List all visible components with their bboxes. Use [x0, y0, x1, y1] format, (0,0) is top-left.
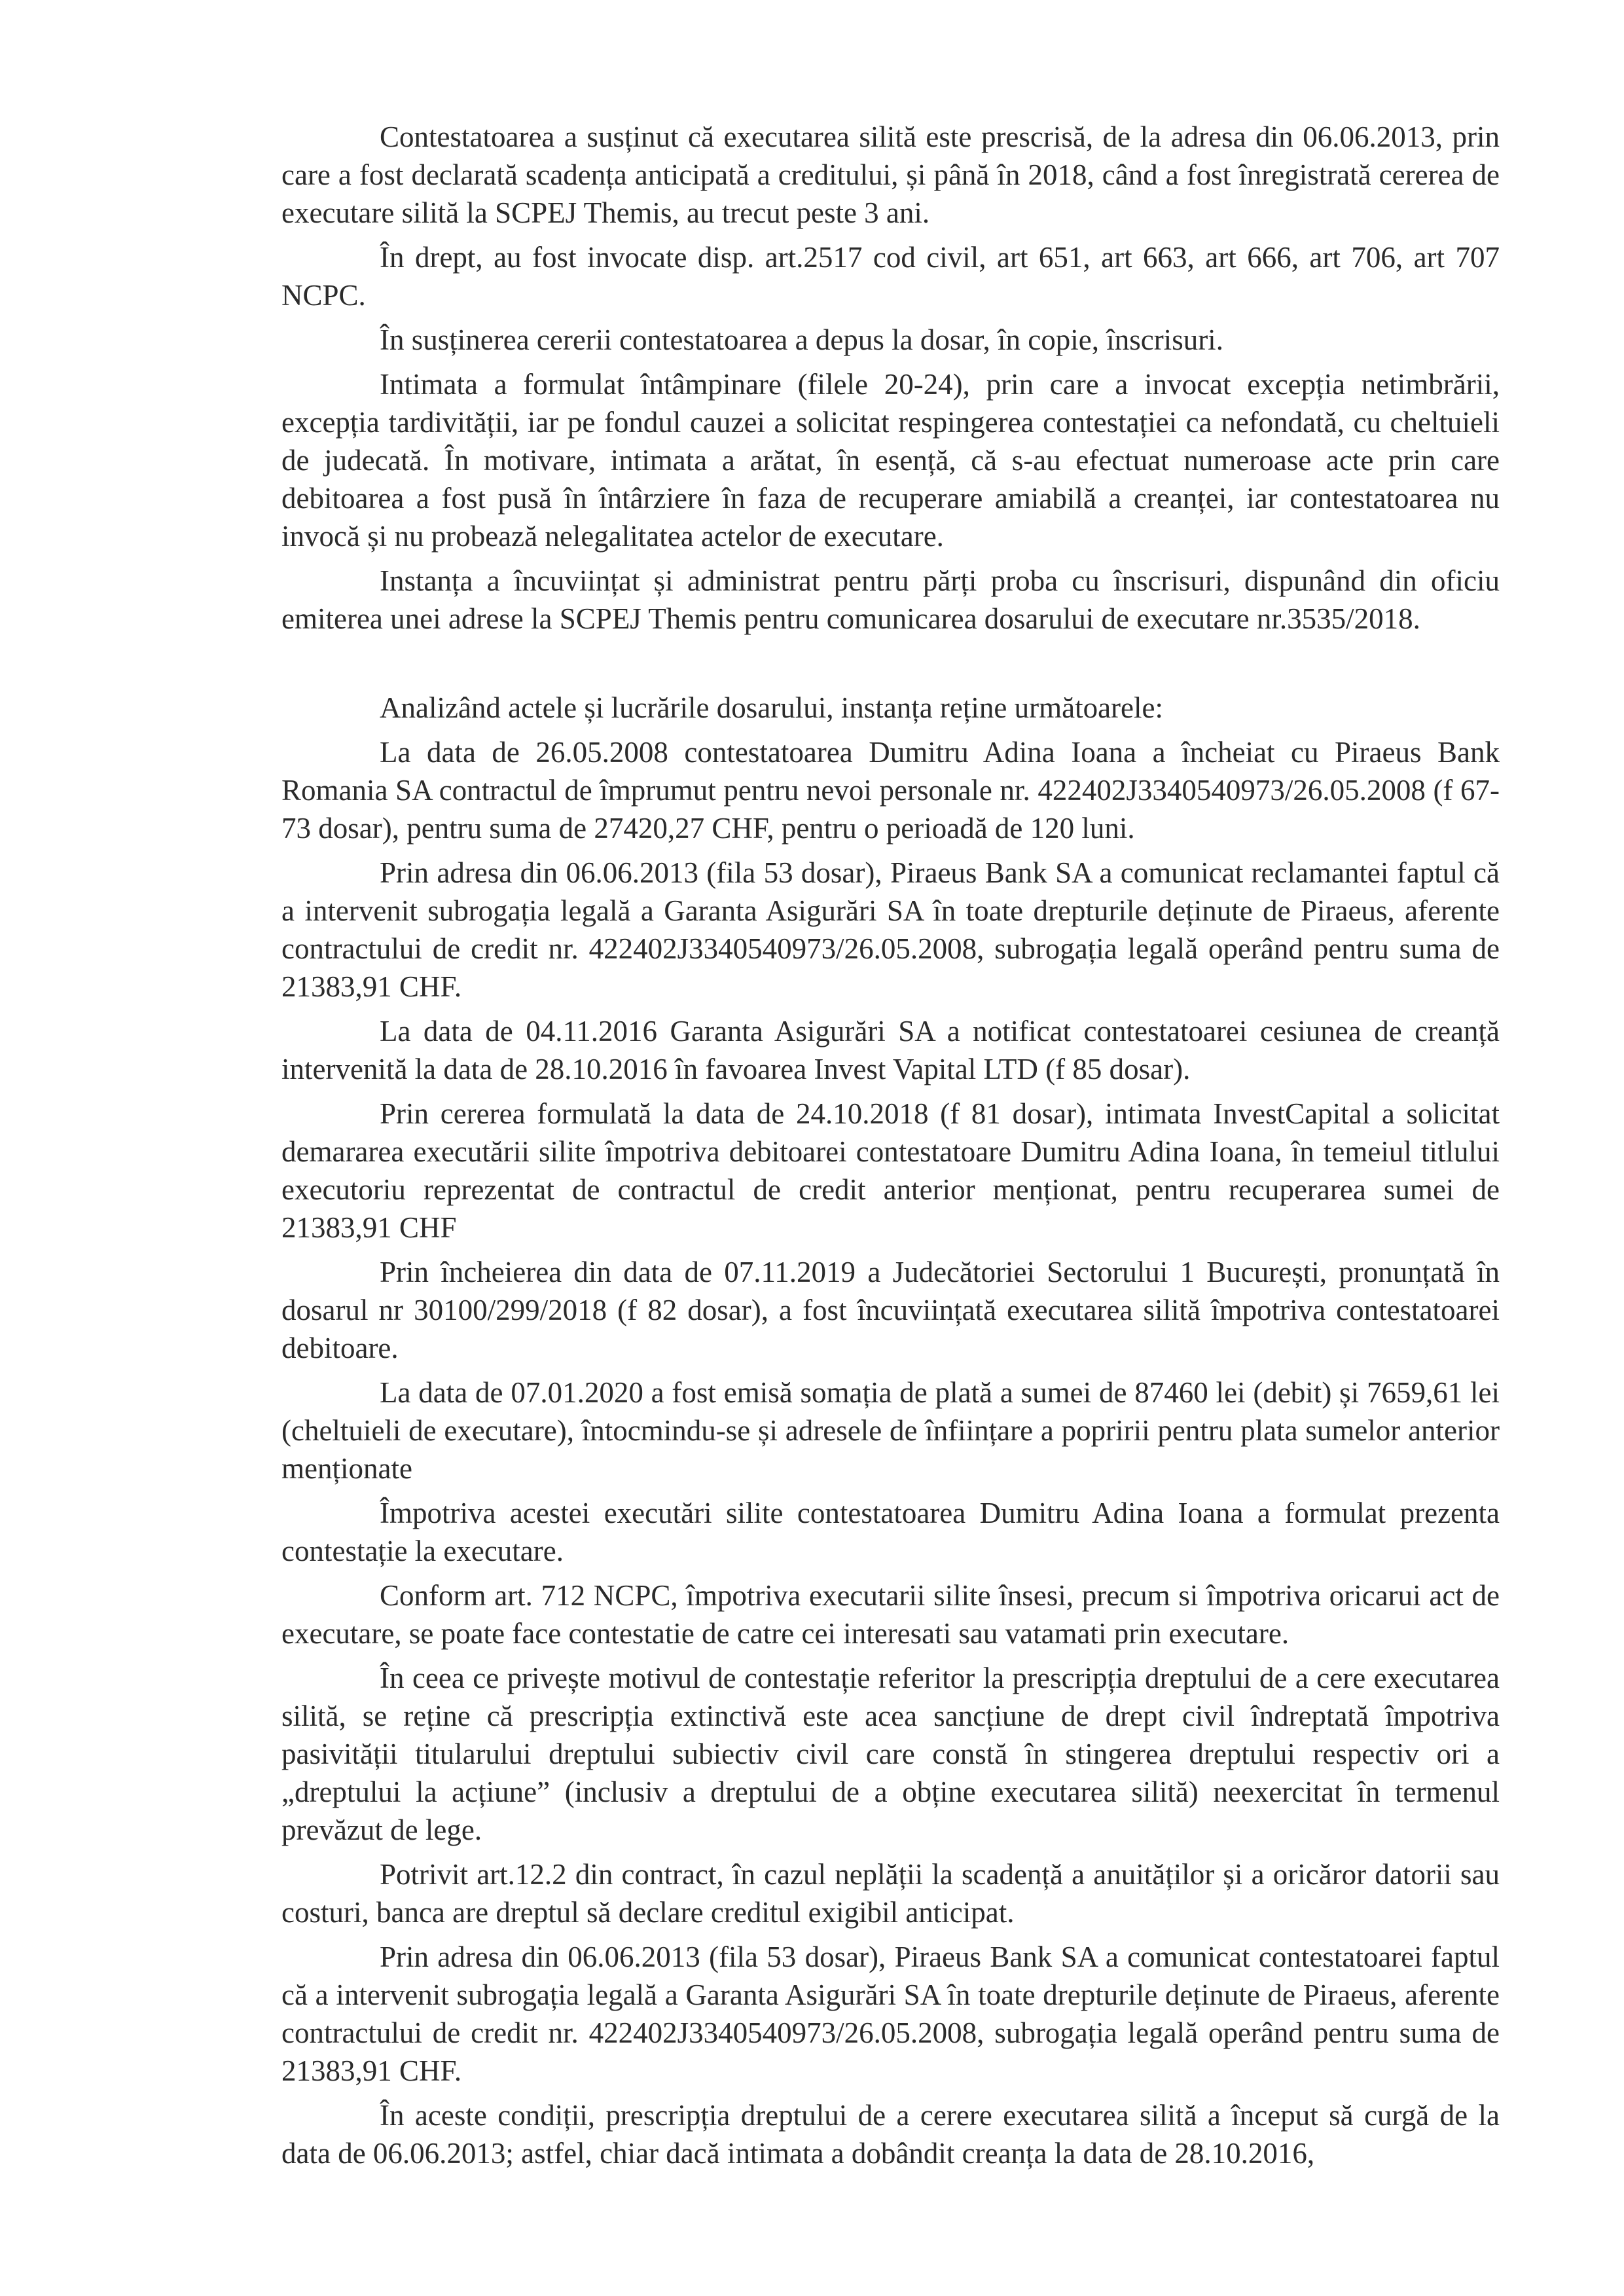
paragraph-legal-basis: În drept, au fost invocate disp. art.2517 cod civil, art 651, art 663, art 666, art 706, art 707 NCPC.	[281, 241, 1500, 312]
paragraph-assignment-notice: La data de 04.11.2016 Garanta Asigurări SA a notificat contestatoarei cesiunea de creanță intervenită la data de 28.10.2016 în favoarea Invest Vapital LTD (f 85 dosar).	[281, 1015, 1500, 1085]
paragraph-analysis-intro: Analizând actele și lucrările dosarului, instanța reține următoarele:	[380, 691, 1163, 724]
paragraph-documents-filed: În susținerea cererii contestatoarea a depus la dosar, în copie, înscrisuri.	[380, 323, 1223, 356]
paragraph-loan-contract: La data de 26.05.2008 contestatoarea Dumitru Adina Ioana a încheiat cu Piraeus Bank Romania SA contractul de împrumut pentru nevoi personale nr. 422402J3340540973/26.05.2008 (f 67-73 dosar), pentru suma de 27420,27 CHF, pentru o perioadă de 120 luni.	[281, 736, 1500, 845]
paragraph-court-approval: Prin încheierea din data de 07.11.2019 a Judecătoriei Sectorului 1 București, pronunțată în dosarul nr 30100/299/2018 (f 82 dosar), a fost încuviințată executarea silită împotriva contestatoarei debitoare.	[281, 1256, 1500, 1364]
paragraph-prescription-start: În aceste condiții, prescripția dreptului de a cerere executarea silită a început să curgă de la data de 06.06.2013; astfel, chiar dacă intimata a dobândit creanța la data de 28.10.2016,	[281, 2099, 1500, 2170]
paragraph-art-712: Conform art. 712 NCPC, împotriva executarii silite însesi, precum si împotriva oricarui act de executare, se poate face contestatie de catre cei interesati sau vatamati prin executare.	[281, 1579, 1500, 1650]
paragraph-contract-clause: Potrivit art.12.2 din contract, în cazul neplății la scadență a anuităților și a oricăror datorii sau costuri, banca are dreptul să declare creditul exigibil anticipat.	[281, 1858, 1500, 1929]
paragraph-statement-of-defence: Intimata a formulat întâmpinare (filele 20-24), prin care a invocat excepția netimbrării, excepția tardivității, iar pe fondul cauzei a solicitat respingerea contestației ca nefondată, cu cheltuieli de judecată. În motivare, intimata a arătat, în esență, că s-au efectuat numeroase acte prin care debitoarea a fost pusă în întârziere în faza de recuperare amiabilă a creanței, iar contestatoarea nu invocă și nu probează nelegalitatea actelor de executare.	[281, 368, 1500, 553]
paragraph-evidence: Instanța a încuviințat și administrat pentru părți proba cu înscrisuri, dispunând din oficiu emiterea unei adrese la SCPEJ Themis pentru comunicarea dosarului de executare nr.3535/2018.	[281, 564, 1500, 635]
paragraph-enforcement-request: Prin cererea formulată la data de 24.10.2018 (f 81 dosar), intimata InvestCapital a solicitat demararea executării silite împotriva debitoarei contestatoare Dumitru Adina Ioana, în temeiul titlului executoriu reprezentat de contractul de credit anterior menționat, pentru recuperarea sumei de 21383,91 CHF	[281, 1097, 1500, 1244]
paragraph-subrogation-repeat: Prin adresa din 06.06.2013 (fila 53 dosar), Piraeus Bank SA a comunicat contestatoarei faptul că a intervenit subrogația legală a Garanta Asigurări SA în toate drepturile deținute de Piraeus, aferente contractului de credit nr. 422402J3340540973/26.05.2008, subrogația legală operând pentru suma de 21383,91 CHF.	[281, 1941, 1500, 2087]
paragraph-prescription-definition: În ceea ce privește motivul de contestație referitor la prescripția dreptului de a cere executarea silită, se reține că prescripția extinctivă este acea sancțiune de drept civil îndreptată împotriva pasivității titularului dreptului subiectiv civil care constă în stingerea dreptului respectiv ori a „dreptului la acțiune” (inclusiv a dreptului de a obține executarea silită) neexercitat în termenul prevăzut de lege.	[281, 1662, 1500, 1846]
paragraph-prescription-claim: Contestatoarea a susținut că executarea silită este prescrisă, de la adresa din 06.06.2013, prin care a fost declarată scadența anticipată a creditului, și până în 2018, când a fost înregistrată cererea de executare silită la SCPEJ Themis, au trecut peste 3 ani.	[281, 120, 1500, 229]
paragraph-contestation-filed: Împotriva acestei executări silite contestatoarea Dumitru Adina Ioana a formulat prezenta contestație la executare.	[281, 1497, 1500, 1567]
paragraph-payment-summons: La data de 07.01.2020 a fost emisă somația de plată a sumei de 87460 lei (debit) și 7659,61 lei (cheltuieli de executare), întocmindu-se și adresele de înființare a popririi pentru plata sumelor anterior menționate	[281, 1376, 1500, 1485]
paragraph-subrogation-notice: Prin adresa din 06.06.2013 (fila 53 dosar), Piraeus Bank SA a comunicat reclamantei faptul că a intervenit subrogația legală a Garanta Asigurări SA în toate drepturile deținute de Piraeus, aferente contractului de credit nr. 422402J3340540973/26.05.2008, subrogația legală operând pentru suma de 21383,91 CHF.	[281, 856, 1500, 1003]
